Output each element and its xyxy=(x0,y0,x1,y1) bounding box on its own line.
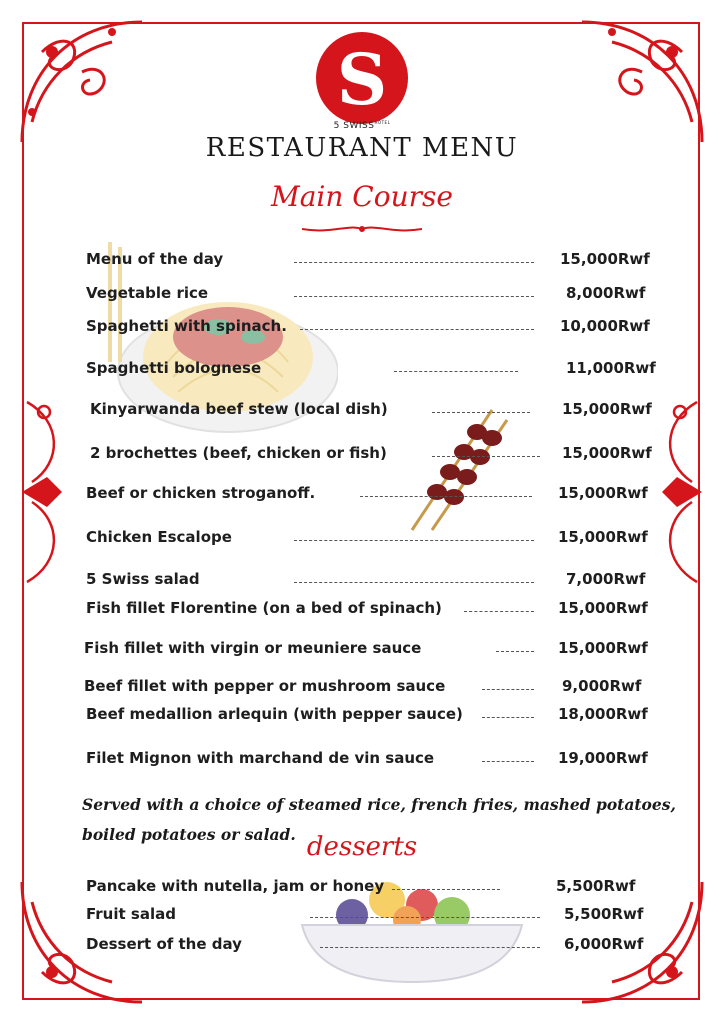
corner-flourish-icon xyxy=(12,12,152,152)
main-course-row xyxy=(0,677,724,701)
main-course-item-name: Chicken Escalope xyxy=(86,528,232,546)
dessert-row xyxy=(0,905,724,929)
main-course-item-price: 15,000Rwf xyxy=(558,528,648,546)
main-course-row xyxy=(0,359,724,383)
main-course-item-name: Beef or chicken stroganoff. xyxy=(86,484,316,502)
main-course-row xyxy=(0,528,724,552)
dotted-leader xyxy=(482,761,534,762)
main-course-item-price: 18,000Rwf xyxy=(558,705,648,723)
dotted-leader xyxy=(496,651,534,652)
pasta-plate-icon xyxy=(78,242,338,462)
main-course-item-name: Spaghetti with spinach. xyxy=(86,317,287,335)
dotted-leader xyxy=(294,262,534,263)
dotted-leader xyxy=(294,540,534,541)
main-course-item-price: 15,000Rwf xyxy=(558,484,648,502)
dotted-leader xyxy=(360,496,532,497)
main-course-row xyxy=(0,639,724,663)
corner-flourish-icon xyxy=(572,12,712,152)
main-course-row xyxy=(0,570,724,594)
main-course-item-name: Fish fillet Florentine (on a bed of spinach) xyxy=(86,599,442,617)
main-course-row xyxy=(0,250,724,274)
dotted-leader xyxy=(294,582,534,583)
page-title: RESTAURANT MENU xyxy=(205,133,519,163)
dessert-item-price: 6,000Rwf xyxy=(564,935,644,953)
main-course-item-price: 8,000Rwf xyxy=(566,284,646,302)
dessert-row xyxy=(0,935,724,959)
main-course-item-price: 11,000Rwf xyxy=(566,359,656,377)
main-course-row xyxy=(0,317,724,341)
brand-logo-icon xyxy=(312,28,412,128)
main-course-item-price: 15,000Rwf xyxy=(558,599,648,617)
dessert-item-name: Pancake with nutella, jam or honey xyxy=(86,877,385,895)
main-course-item-name: 5 Swiss salad xyxy=(86,570,200,588)
main-course-item-name: Kinyarwanda beef stew (local dish) xyxy=(90,400,388,418)
dessert-item-name: Dessert of the day xyxy=(86,935,242,953)
main-course-item-price: 7,000Rwf xyxy=(566,570,646,588)
main-course-row xyxy=(0,400,724,424)
dotted-leader xyxy=(310,917,540,918)
main-course-item-price: 10,000Rwf xyxy=(560,317,650,335)
dotted-leader xyxy=(464,611,534,612)
main-course-row xyxy=(0,599,724,623)
main-course-row xyxy=(0,284,724,308)
main-course-item-name: Filet Mignon with marchand de vin sauce xyxy=(86,749,435,767)
dotted-leader xyxy=(320,947,540,948)
main-course-item-price: 15,000Rwf xyxy=(558,639,648,657)
main-course-item-price: 19,000Rwf xyxy=(558,749,648,767)
main-course-item-name: Vegetable rice xyxy=(86,284,209,302)
dotted-leader xyxy=(300,329,534,330)
main-course-row xyxy=(0,484,724,508)
main-course-item-price: 15,000Rwf xyxy=(562,444,652,462)
desserts-title: desserts xyxy=(306,832,418,862)
main-course-title: Main Course xyxy=(271,180,453,213)
main-course-item-name: Beef fillet with pepper or mushroom sauce xyxy=(84,677,446,695)
dotted-leader xyxy=(392,889,500,890)
main-course-item-name: Spaghetti bolognese xyxy=(86,359,262,377)
main-course-item-name: Fish fillet with virgin or meuniere sauce xyxy=(84,639,422,657)
side-dish-note: Served with a choice of steamed rice, french fries, mashed potatoes, boiled potatoes or salad. xyxy=(82,795,676,844)
svg-text:S: S xyxy=(336,38,388,121)
main-course-row xyxy=(0,444,724,468)
title-flourish-icon xyxy=(302,222,422,236)
main-course-item-price: 9,000Rwf xyxy=(562,677,642,695)
dotted-leader xyxy=(432,456,540,457)
main-course-item-name: Menu of the day xyxy=(86,250,224,268)
dotted-leader xyxy=(482,717,534,718)
dotted-leader xyxy=(432,412,530,413)
main-course-item-name: Beef medallion arlequin (with pepper sauce) xyxy=(86,705,463,723)
dessert-row xyxy=(0,877,724,901)
dessert-item-price: 5,500Rwf xyxy=(564,905,644,923)
dotted-leader xyxy=(394,371,518,372)
dotted-leader xyxy=(482,689,534,690)
brand-name: 5 $SWISS^{HOTEL}$ xyxy=(333,120,391,131)
main-course-row xyxy=(0,749,724,773)
dessert-item-price: 5,500Rwf xyxy=(556,877,636,895)
main-course-item-price: 15,000Rwf xyxy=(562,400,652,418)
main-course-item-name: 2 brochettes (beef, chicken or fish) xyxy=(90,444,387,462)
main-course-row xyxy=(0,705,724,729)
dotted-leader xyxy=(294,296,534,297)
main-course-item-price: 15,000Rwf xyxy=(560,250,650,268)
dessert-item-name: Fruit salad xyxy=(86,905,176,923)
